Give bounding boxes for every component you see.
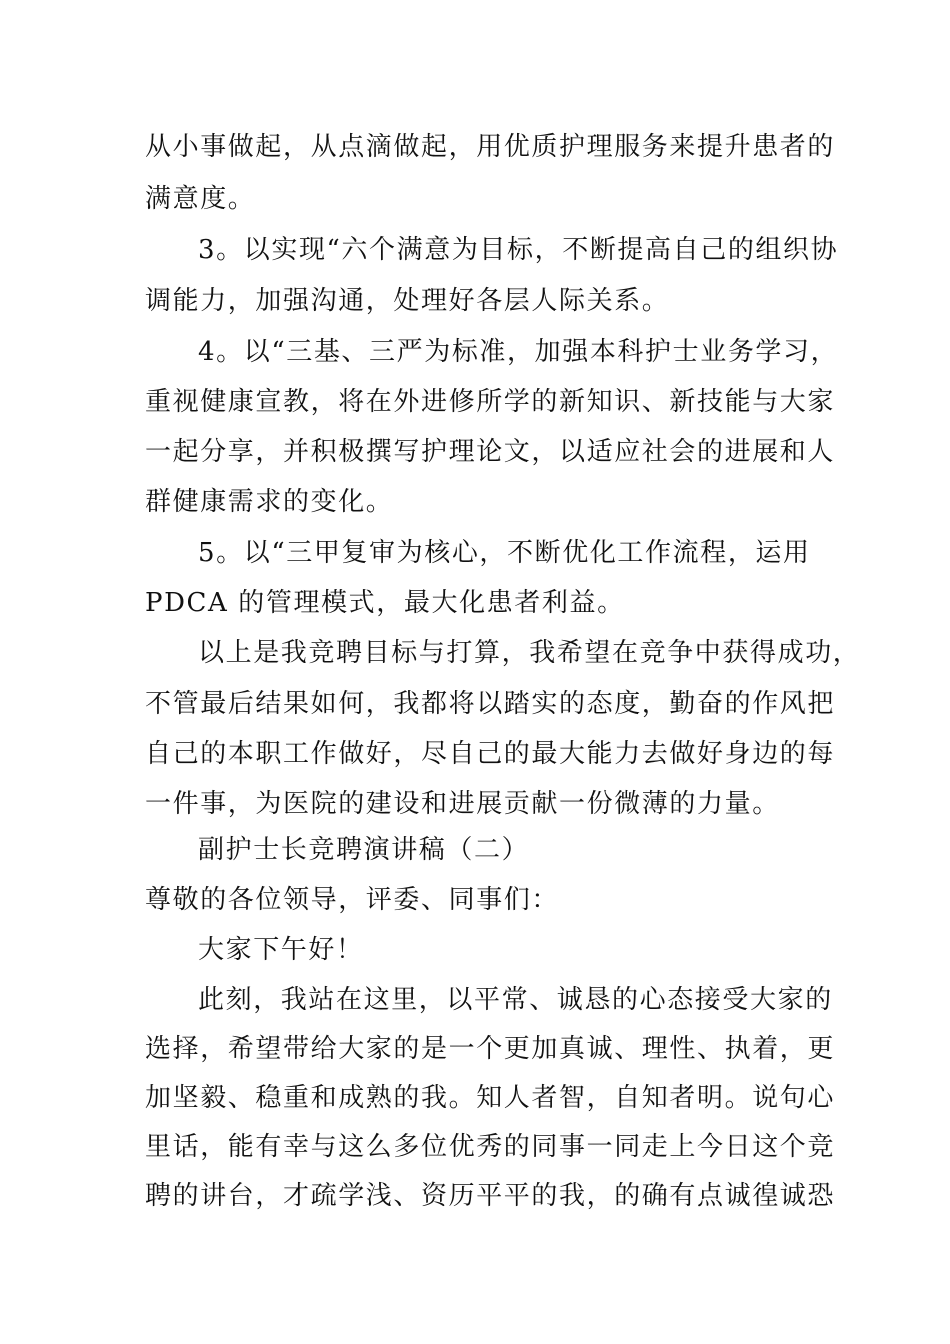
text-line: 5。以“三甲复审为核心，不断优化工作流程，运用: [198, 538, 811, 568]
text-line: 里话，能有幸与这么多位优秀的同事一同走上今日这个竞: [145, 1132, 836, 1162]
text-line: 从小事做起，从点滴做起，用优质护理服务来提升患者的: [145, 132, 836, 162]
text-line: 聘的讲台，才疏学浅、资历平平的我，的确有点诚徨诚恐: [145, 1181, 836, 1211]
text-line: 选择，希望带给大家的是一个更加真诚、理性、执着，更: [145, 1034, 836, 1064]
text-line: 自己的本职工作做好，尽自己的最大能力去做好身边的每: [145, 739, 836, 769]
text-line: 调能力，加强沟通，处理好各层人际关系。: [145, 286, 670, 316]
text-line: 一起分享，并积极撰写护理论文，以适应社会的进展和人: [145, 437, 836, 467]
text-line: 满意度。: [145, 184, 256, 214]
text-line: 尊敬的各位领导，评委、同事们：: [145, 885, 560, 915]
text-line: 加坚毅、稳重和成熟的我。知人者智，自知者明。说句心: [145, 1083, 836, 1113]
text-line: 一件事，为医院的建设和进展贡献一份微薄的力量。: [145, 789, 780, 819]
text-line: 重视健康宣教，将在外进修所学的新知识、新技能与大家: [145, 387, 836, 417]
text-line: 此刻，我站在这里，以平常、诚恳的心态接受大家的: [198, 985, 833, 1015]
text-line: 群健康需求的变化。: [145, 487, 394, 517]
text-line: 以上是我竞聘目标与打算，我希望在竞争中获得成功，: [198, 638, 861, 668]
text-line: 3。以实现“六个满意为目标，不断提高自己的组织协: [198, 235, 839, 265]
section-heading: 副护士长竞聘演讲稿（二）: [198, 835, 530, 865]
text-line: 不管最后结果如何，我都将以踏实的态度，勤奋的作风把: [145, 689, 836, 719]
text-line: PDCA 的管理模式，最大化患者利益。: [145, 588, 625, 618]
text-line: 4。以“三基、三严为标准，加强本科护士业务学习，: [198, 337, 839, 367]
text-line: 大家下午好！: [198, 935, 364, 965]
